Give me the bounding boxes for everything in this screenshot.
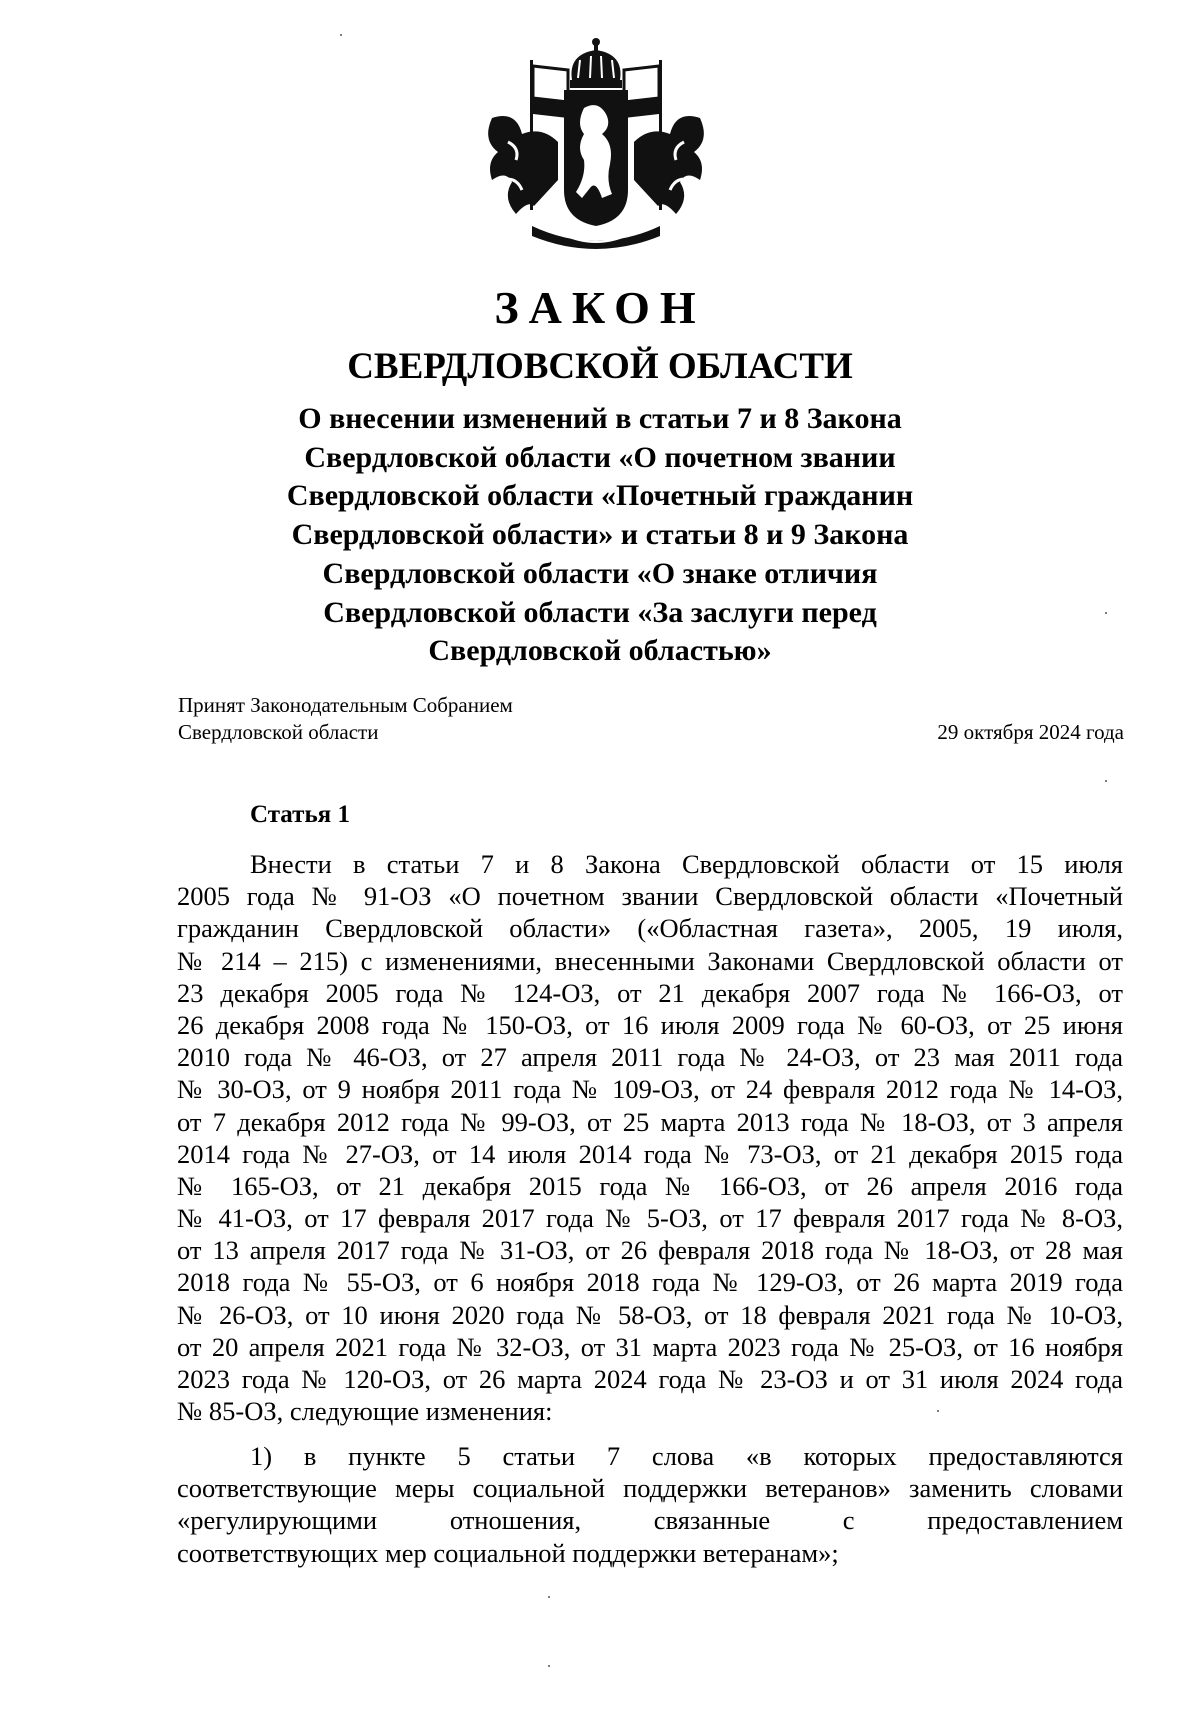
sable-icon [576,105,612,198]
law-title [0,400,1200,671]
scan-speck [937,1410,939,1412]
title-line: Свердловской области «За заслуги перед [323,595,877,629]
scan-speck [1105,612,1107,614]
law-heading: ЗАКОН [494,282,706,333]
paragraph-line: № 165-ОЗ, от 21 декабря 2015 года № 166-ОЗ, от 26 апреля 2016 года [177,1170,1123,1201]
list-item-line: «регулирующими отношения, связанные с предоставлением [177,1505,1123,1536]
paragraph-line: 2023 года № 120-ОЗ, от 26 марта 2024 года № 23-ОЗ и от 31 июля 2024 года [177,1364,1123,1394]
adoption-line: Принят Законодательным Собранием [178,693,513,717]
article-paragraph [177,848,1123,1427]
paragraph-line: № 41-ОЗ, от 17 февраля 2017 года № 5-ОЗ, от 17 февраля 2017 года № 8-ОЗ, [177,1203,1123,1234]
paragraph-line: от 13 апреля 2017 года № 31-ОЗ, от 26 февраля 2018 года № 18-ОЗ, от 28 мая [177,1235,1123,1266]
crown-icon [570,38,622,88]
adoption-date: 29 октября 2024 года [937,720,1124,744]
scan-speck [548,1665,550,1667]
base-ornament-icon [532,226,660,249]
paragraph-line: № 214 – 215) с изменениями, внесенными Законами Свердловской области от [177,945,1123,976]
article-heading: Статья 1 [250,801,350,828]
adoption-note [178,692,513,746]
scan-speck [340,34,342,36]
title-line: Свердловской областью» [428,634,772,668]
paragraph-line: 2014 года № 27-ОЗ, от 14 июля 2014 года № 73-ОЗ, от 21 декабря 2015 года [177,1138,1123,1169]
paragraph-line: от 7 декабря 2012 года № 99-ОЗ, от 25 марта 2013 года № 18-ОЗ, от 3 апреля [177,1106,1123,1137]
paragraph-line: № 30-ОЗ, от 9 ноября 2011 года № 109-ОЗ, от 24 февраля 2012 года № 14-ОЗ, [177,1074,1123,1105]
paragraph-line: гражданин Свердловской области» («Областная газета», 2005, 19 июля, [177,913,1123,944]
region-heading: СВЕРДЛОВСКОЙ ОБЛАСТИ [347,346,853,387]
paragraph-line: от 20 апреля 2021 года № 32-ОЗ, от 31 марта 2023 года № 25-ОЗ, от 16 ноября [177,1331,1123,1362]
paragraph-line: 2010 года № 46-ОЗ, от 27 апреля 2011 года № 24-ОЗ, от 23 мая 2011 года [177,1042,1123,1073]
paragraph-line: 26 декабря 2008 года № 150-ОЗ, от 16 июля 2009 года № 60-ОЗ, от 25 июня [177,1009,1123,1040]
paragraph-line: 2005 года № 91-ОЗ «О почетном звании Свердловской области «Почетный [177,881,1123,912]
title-line: Свердловской области» и статьи 8 и 9 Закона [291,518,909,552]
paragraph-line: 23 декабря 2005 года № 124-ОЗ, от 21 декабря 2007 года № 166-ОЗ, от [177,977,1123,1008]
list-item-line: соответствующих мер социальной поддержки ветеранам»; [177,1537,839,1568]
scan-speck [548,1596,550,1598]
title-line: Свердловской области «О знаке отличия [322,556,878,590]
coat-of-arms-emblem [472,30,720,262]
scan-speck [1105,780,1107,782]
paragraph-line: 2018 года № 55-ОЗ, от 6 ноября 2018 года № 129-ОЗ, от 26 марта 2019 года [177,1267,1123,1298]
title-line: Свердловской области «О почетном звании [304,440,896,474]
title-line: Свердловской области «Почетный гражданин [286,479,914,513]
griffin-right-icon [634,116,704,214]
paragraph-line: Внести в статьи 7 и 8 Закона Свердловской области от 15 июля [250,849,1123,879]
title-line: О внесении изменений в статьи 7 и 8 Закона [298,402,902,435]
paragraph-line: № 26-ОЗ, от 10 июня 2020 года № 58-ОЗ, от 18 февраля 2021 года № 10-ОЗ, [177,1299,1123,1330]
paragraph-line: № 85-ОЗ, следующие изменения: [177,1396,553,1427]
list-item [177,1440,1123,1569]
list-item-line: соответствующие меры социальной поддержки ветеранов» заменить словами [177,1473,1123,1504]
list-item-line: 1) в пункте 5 статьи 7 слова «в которых предоставляются [250,1441,1123,1471]
griffin-left-icon [488,116,558,214]
adoption-line: Свердловской области [178,720,379,744]
